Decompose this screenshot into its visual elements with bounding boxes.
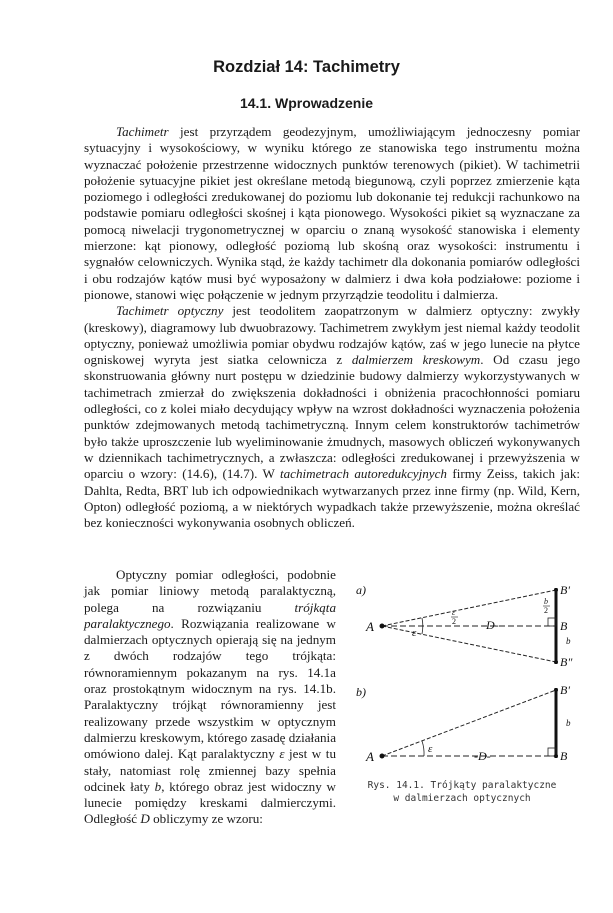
base-label-b: b [566, 718, 571, 728]
figure-diagram [352, 578, 582, 778]
point-B-dot-b [554, 754, 558, 758]
caption-line-1: Rys. 14.1. Trójkąty paralaktyczne [367, 780, 557, 791]
label-B-a: B [560, 619, 568, 633]
paragraph-2-text-1: jest teodolitem zaopatrzonym w dalmierz optyczny: zwykły (kreskowy), diagramowy lub dwuobrazowy. Tachimetrem zwykłym jest niemal każdy teodolit optyczny, ponieważ umożliwia pomiar obydwu rodzajów kątów, zaś w jego lunecie na płytce ogniskowej wyryta jest siatka celownicza z [84, 303, 580, 368]
panel-a-label: a) [356, 583, 366, 597]
epsilon-a: ε [412, 627, 417, 639]
paragraph-3-text-5: obliczymy ze wzoru: [149, 811, 263, 827]
paragraph-3-text-2: . Rozwiązania realizowane w dalmierzach optycznych opierają się na jednym z dwóch rodzajów tego trójkąta: równoramiennym pokazanym na rys. 14.1a oraz prostokątnym widocznym na rys. 14.1b. Paralaktyczny trójkąt równoramienny jest realizowany przede wszystkim w optycznym dalmierzu kreskowym, którego zasadę działania omówiono dalej. Kąt paralaktyczny [84, 615, 336, 762]
term-tachimetry-autoredukcyjne: tachimetrach autoredukcyjnych [279, 466, 447, 482]
paragraph-2 [84, 303, 580, 531]
ray-lower-a [382, 626, 556, 662]
label-A-b: A [366, 749, 374, 764]
symbol-epsilon: ε [279, 746, 285, 762]
symbol-D: D [140, 811, 150, 827]
point-A-dot-a [380, 624, 385, 629]
term-dalmierz-kreskowy: dalmierzem kreskowym [351, 352, 481, 368]
paragraph-3-text-3: jest w tu stały, natomiast rolę zmiennej bazy spełnia odcinek łaty [84, 746, 336, 794]
paragraph-2-text-3: firmy Zeiss, takich jak: Dahlta, Redta, BRT lub ich odpowiednikach wytwarzanych przez inne firmy (np. Wild, Kern, Opton) odległość poziomą, a w niektórych wypadkach także przewyższenie, można określać bez konieczności wykonywania osobnych obliczeń. [84, 466, 580, 531]
epsilon-b: ε [428, 743, 433, 755]
section-title: 14.1. Wprowadzenie [239, 95, 374, 111]
half-angle-num: ε [452, 608, 456, 617]
half-angle-den: 2 [452, 617, 456, 626]
paragraph-3-text-1: Optyczny pomiar odległości, podobnie jak pomiar liniowy metodą paralaktyczną, polega na rozwiązaniu [84, 567, 336, 615]
term-tachimetr-optyczny: Tachimetr optyczny [116, 303, 224, 319]
panel-a [356, 583, 573, 669]
label-Bp-a: B' [560, 583, 570, 597]
angle-arc-b [422, 741, 424, 756]
label-Bp-b: B' [560, 683, 570, 697]
half-base-den: 2 [544, 606, 548, 615]
point-Bpp-dot-a [554, 660, 558, 664]
paragraph-2-text-2: . Od czasu jego skonstruowania główny nurt postępu w dziedzinie budowy dalmierzy wykorzystywanych w tachimetrach zmierzał do zwiększenia dokładności i obniżenia pracochłonności pomiaru odległości, co z kolei miało decydujący wpływ na wzrost dokładności wyznaczenia położenia punktów zdejmowanych metodą tachimetryczną. Innym celem konstruktorów tachimetrów było także uproszczenie lub wyeliminowanie żmudnych, masowych obliczeń wykonywanych w dziennikach tachimetrycznych, a zwłaszcza: odległości zredukowanej i przewyższenia w oparciu o wzory: (14.6), (14.7). W [84, 352, 581, 482]
paragraph-1-text: jest przyrządem geodezyjnym, umożliwiającym jednoczesny pomiar sytuacyjny i wysokościowy, w wyniku którego ze stanowiska tego instrumentu można wyznaczać położenie przestrzenne widocznych punktów terenowych (pikiet). W tachimetrii położenie sytuacyjne pikiet jest określane metodą biegunową, czyli poprzez zmierzenie kąta poziomego i odległości zredukowanej do poziomu lub dokonanie tej redukcji rachunkowo na podstawie pomiaru odległości skośnej i kąta pionowego. Wysokości pikiet są wyznaczane za pomocą niwelacji trygonometrycznej w oparciu o znaną wysokość stanowiska i elementy mierzone: kąt pionowy, odległość poziomą lub skośną oraz wysokości: instrumentu i sygnałów celowniczych. Wynika stąd, że każdy tachimetr dla dokonania pomiarów odległości i obu rodzajów kątów musi być wyposażony w dalmierz i dwa koła podziałowe: poziome i pionowe, stanowi więc połączenie w jednym przyrządzie teodolitu i dalmierza. [84, 124, 580, 302]
body-text [84, 124, 580, 531]
panel-b-label: b) [356, 685, 366, 699]
paragraph-1 [84, 124, 580, 303]
panel-b [356, 683, 571, 764]
distance-label-a: -D- [482, 618, 499, 632]
base-label-a: b [566, 636, 571, 646]
half-base-num: b [544, 597, 548, 606]
paragraph-3 [84, 567, 336, 828]
label-Bpp-a: B" [560, 655, 573, 669]
label-B-b: B [560, 749, 568, 763]
ray-b [382, 690, 556, 756]
caption-line-2: w dalmierzach optycznych [393, 793, 531, 804]
term-tachimetr: Tachimetr [116, 124, 169, 139]
term-trojkat-paralaktyczny: trójkąta paralaktycznego [84, 599, 336, 631]
label-A-a: A [366, 619, 374, 634]
point-Bp-dot-b [554, 688, 558, 692]
symbol-b: b [154, 778, 162, 794]
point-Bp-dot-a [554, 588, 558, 592]
paragraph-3-text-4: , którego obraz jest widoczny w lunecie pomiędzy kreskami dalmierczymi. Odległość [84, 778, 336, 827]
figure-caption [346, 779, 578, 805]
point-A-dot-b [380, 754, 385, 759]
figure-wrap-text [84, 567, 336, 828]
ray-upper-a [382, 590, 556, 626]
chapter-title: Rozdział 14: Tachimetry [213, 58, 400, 76]
distance-label-b: -D- [474, 749, 491, 763]
